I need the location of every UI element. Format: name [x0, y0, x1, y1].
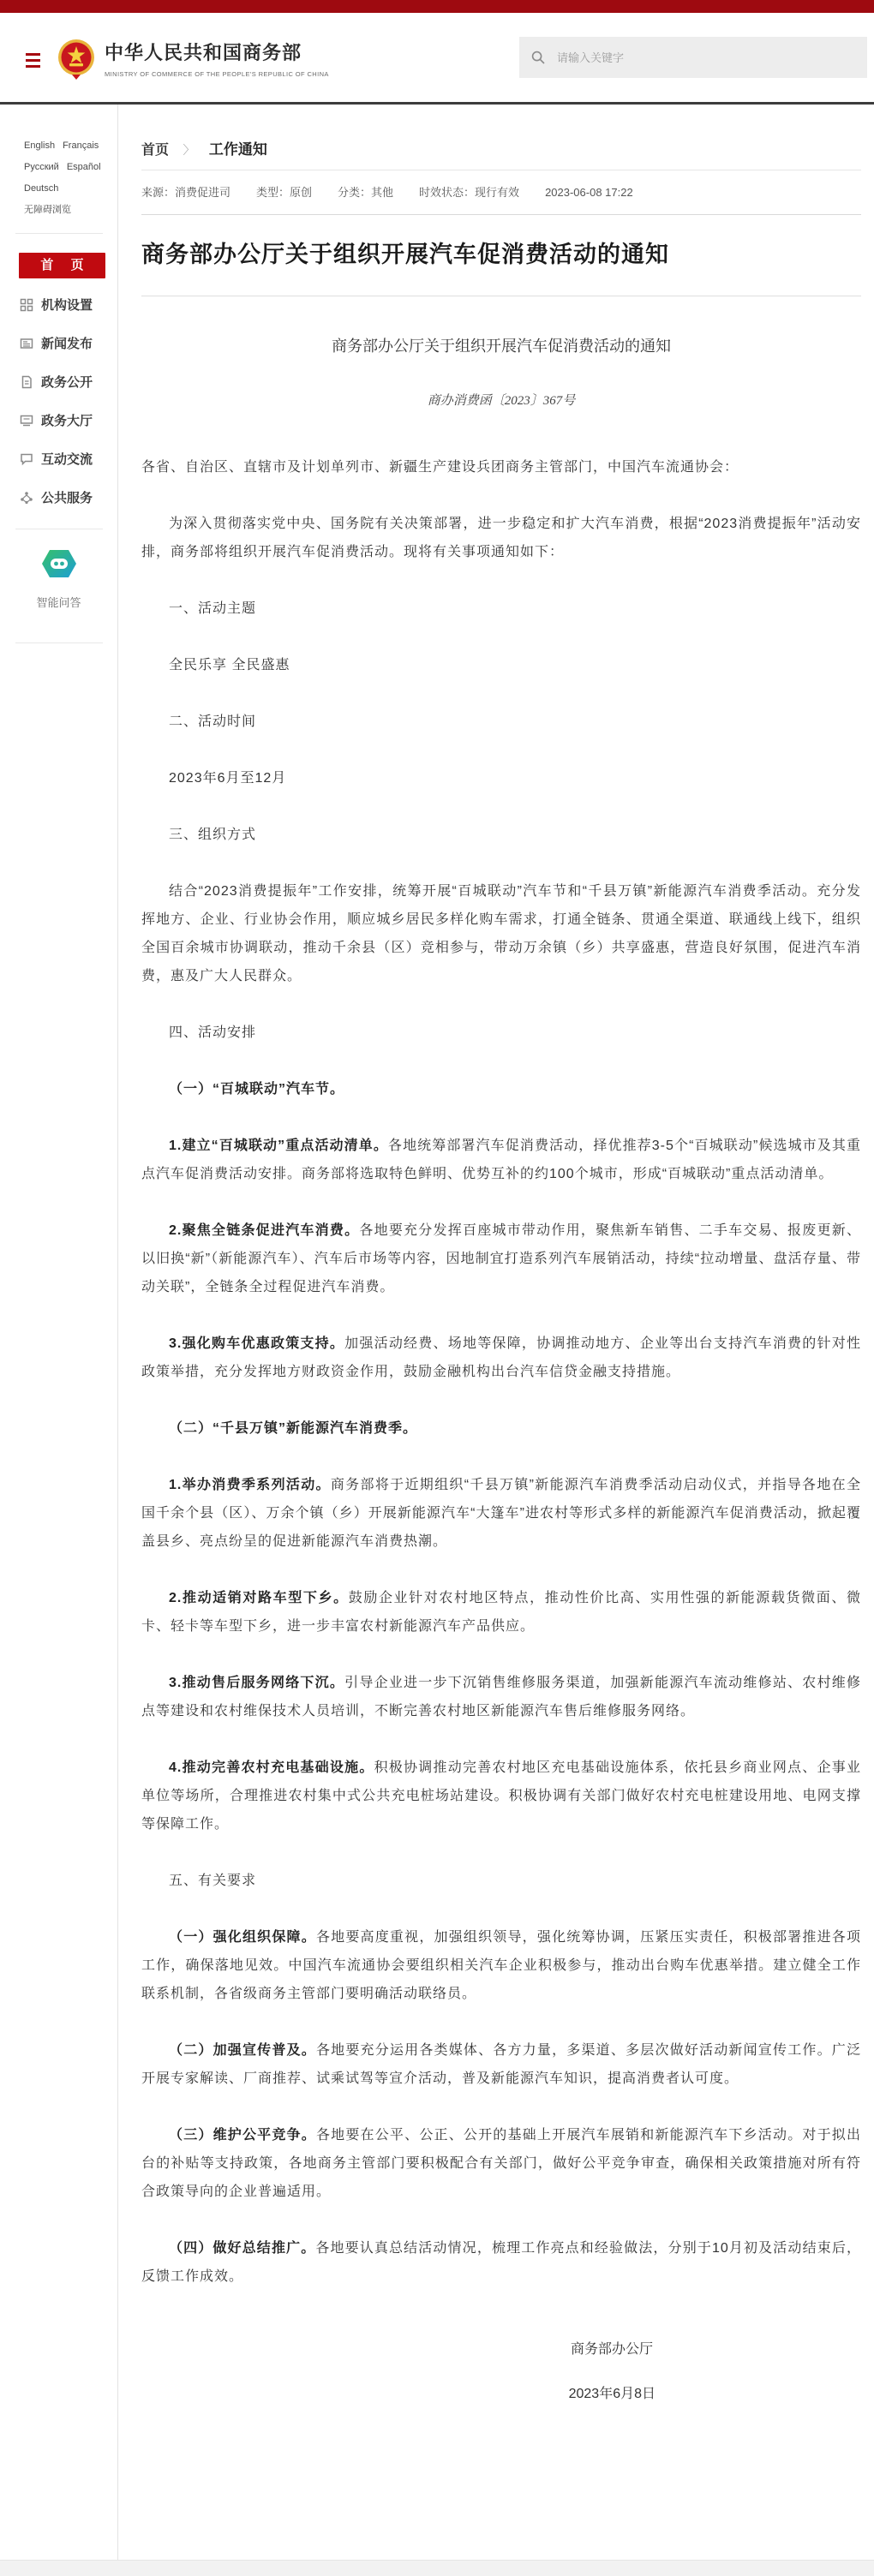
main-content	[118, 105, 874, 2560]
language-switcher	[0, 135, 117, 221]
service-hall-icon	[20, 414, 33, 427]
document-paragraph: 4.推动完善农村充电基础设施。积极协调推动完善农村地区充电基础设施体系，依托县乡商业网点、企事业单位等场所，合理推进农村集中式公共充电桩场站建设。积极协调有关部门做好农村充电桩建设用地、电网支撑等保障工作。	[141, 1760, 861, 1832]
paragraph-lead: （三）维护公平竞争。	[169, 2128, 316, 2143]
public-service-icon	[20, 491, 33, 505]
paragraph-lead: 4.推动完善农村充电基础设施。	[169, 1760, 374, 1775]
site-name-en: MINISTRY OF COMMERCE OF THE PEOPLE'S REPUBLIC OF CHINA	[105, 70, 329, 78]
sidebar-item-label: 政务大厅	[41, 414, 93, 428]
language-row	[24, 157, 117, 178]
document-paragraph: （二）加强宣传普及。各地要充分运用各类媒体、各方力量，多渠道、多层次做好活动新闻宣传工作。广泛开展专家解读、厂商推荐、试乘试驾等宣介活动，普及新能源汽车知识，提高消费者认可度。	[141, 2043, 861, 2086]
language-link[interactable]: Русский	[24, 162, 59, 172]
paragraph-lead: 3.强化购车优惠政策支持。	[169, 1336, 345, 1351]
paragraph-lead: （一）强化组织保障。	[169, 1930, 316, 1945]
sidebar-item-公共服务[interactable]	[0, 478, 117, 517]
document-paragraph: （一）强化组织保障。各地要高度重视，加强组织领导，强化统筹协调，压紧压实责任，积极部署推进各项工作，确保落地见效。中国汽车流通协会要组织相关汽车企业积极参与，推动出台购车优惠举措。建立健全工作联系机制，各省级商务主管部门要明确活动联络员。	[141, 1930, 861, 2001]
meta-item: 时效状态：现行有效	[419, 186, 520, 199]
sidebar-item-互动交流[interactable]	[0, 439, 117, 478]
document-paragraph: 二、活动时间	[169, 714, 257, 729]
language-row	[24, 178, 117, 200]
document-header	[141, 334, 861, 409]
document-paragraph: 1.建立“百城联动”重点活动清单。各地统筹部署汽车促消费活动，择优推荐3-5个“百城联动”候选城市及其重点汽车促消费活动安排。商务部将选取特色鲜明、优势互补的约100个城市，形成“百城联动”重点活动清单。	[141, 1139, 861, 1181]
document-paragraph: 五、有关要求	[169, 1874, 257, 1888]
language-link[interactable]: Deutsch	[24, 183, 59, 194]
document-paragraph: 一、活动主题	[169, 601, 257, 616]
document-number: 商办消费函〔2023〕367号	[427, 394, 576, 408]
sidebar-item-label: 政务公开	[41, 375, 93, 390]
signature: 商务部办公厅	[570, 2342, 653, 2357]
meta-item: 来源：消费促进司	[141, 186, 231, 199]
page-title: 商务部办公厅关于组织开展汽车促消费活动的通知	[141, 242, 669, 267]
national-emblem-logo	[57, 37, 96, 86]
sidebar-item-label: 机构设置	[41, 298, 93, 313]
paragraph-lead: 2.聚焦全链条促进汽车消费。	[169, 1223, 360, 1238]
hamburger-menu-icon[interactable]	[26, 47, 41, 71]
paragraph-lead: （四）做好总结推广。	[169, 2241, 316, 2256]
language-row	[24, 135, 117, 157]
breadcrumb-separator-icon: 〉	[183, 143, 195, 157]
meta-item: 2023-06-08 17:22	[545, 186, 633, 199]
sidebar-item-home[interactable]: 首 页	[19, 253, 105, 278]
org-grid-icon	[20, 298, 33, 312]
language-link[interactable]: Français	[63, 140, 99, 151]
document-paragraph: 2023年6月至12月	[169, 771, 287, 786]
smart-qa-block[interactable]	[0, 529, 117, 631]
chat-icon	[20, 452, 33, 466]
paragraph-lead: （二）加强宣传普及。	[169, 2043, 316, 2058]
document-paragraph: 2.推动适销对路车型下乡。鼓励企业针对农村地区特点，推动性价比高、实用性强的新能源载货微面、微卡、轻卡等车型下乡，进一步丰富农村新能源汽车产品供应。	[141, 1591, 861, 1634]
breadcrumb-home-link[interactable]: 首页	[141, 143, 170, 158]
breadcrumb-current-link[interactable]: 工作通知	[208, 141, 267, 158]
sidebar-item-label: 公共服务	[41, 491, 93, 505]
paragraph-lead: 1.建立“百城联动”重点活动清单。	[169, 1139, 388, 1153]
meta-item: 类型：原创	[256, 186, 313, 199]
document-paragraph: 2.聚焦全链条促进汽车消费。各地要充分发挥百座城市带动作用，聚焦新车销售、二手车交易、报废更新、以旧换“新”（新能源汽车）、汽车后市场等内容，因地制宜打造系列汽车展销活动，持续“拉动增量、盘活存量、带动关联”，全链条全过程促进汽车消费。	[141, 1223, 861, 1294]
document-icon	[20, 375, 33, 389]
document-paragraph: （四）做好总结推广。各地要认真总结活动情况，梳理工作亮点和经验做法，分别于10月初及活动结束后，反馈工作成效。	[141, 2241, 861, 2284]
search-input[interactable]	[557, 51, 855, 64]
paragraph-lead: （一）“百城联动”汽车节。	[169, 1082, 345, 1097]
top-red-bar	[0, 0, 874, 13]
sidebar-divider	[15, 233, 103, 234]
robot-qa-icon[interactable]	[39, 548, 79, 579]
meta-item: 分类：其他	[338, 186, 394, 199]
smart-qa-label[interactable]: 智能问答	[36, 596, 81, 609]
sidebar-item-新闻发布[interactable]	[0, 324, 117, 362]
breadcrumb	[141, 137, 861, 158]
document-body	[141, 453, 861, 2291]
paragraph-lead: 1.举办消费季系列活动。	[169, 1478, 331, 1492]
brand-block	[105, 39, 329, 78]
document-paragraph: 1.举办消费季系列活动。商务部将于近期组织“千县万镇”新能源汽车消费季活动启动仪式，并指导各地在全国千余个县（区）、万余个镇（乡）开展新能源汽车“大篷车”进农村等形式多样的新能源汽车促消费活动，掀起覆盖县乡、亮点纷呈的促进新能源汽车消费热潮。	[141, 1478, 861, 1549]
language-link[interactable]: English	[24, 140, 56, 151]
document-paragraph: 3.强化购车优惠政策支持。加强活动经费、场地等保障，协调推动地方、企业等出台支持汽车消费的针对性政策举措，充分发挥地方财政资金作用，鼓励金融机构出台汽车信贷金融支持措施。	[141, 1336, 861, 1379]
signature-date: 2023年6月8日	[568, 2387, 656, 2401]
sidebar-menu	[0, 285, 117, 517]
paragraph-lead: 2.推动适销对路车型下乡。	[169, 1591, 349, 1605]
document-paragraph	[141, 1414, 861, 1443]
document-paragraph: 全民乐享 全民盛惠	[169, 658, 290, 672]
footer-strip	[0, 2560, 874, 2576]
document-paragraph: 各省、自治区、直辖市及计划单列市、新疆生产建设兵团商务主管部门，中国汽车流通协会：	[141, 460, 739, 475]
paragraph-lead: （二）“千县万镇”新能源汽车消费季。	[169, 1421, 418, 1436]
document-paragraph: 为深入贯彻落实党中央、国务院有关决策部署，进一步稳定和扩大汽车消费，根据“2023消费提振年”活动安排，商务部将组织开展汽车促消费活动。现将有关事项通知如下：	[141, 517, 861, 559]
sidebar-item-政务公开[interactable]	[0, 362, 117, 401]
document-paragraph: 3.推动售后服务网络下沉。引导企业进一步下沉销售维修服务渠道，加强新能源汽车流动维修站、农村维修点等建设和农村维保技术人员培训，不断完善农村地区新能源汽车售后维修服务网络。	[141, 1676, 861, 1718]
article-meta	[141, 170, 861, 214]
document-paragraph: （三）维护公平竞争。各地要在公平、公正、公开的基础上开展汽车展销和新能源汽车下乡活动。对于拟出台的补贴等支持政策，各地商务主管部门要积极配合有关部门，做好公平竞争审查，确保相关政策措施对所有符合政策导向的企业普遍适用。	[141, 2128, 861, 2199]
language-link[interactable]: Español	[66, 162, 101, 172]
sidebar-item-机构设置[interactable]	[0, 285, 117, 324]
search-icon[interactable]	[531, 51, 545, 64]
sidebar	[0, 105, 118, 2560]
site-header	[0, 13, 874, 105]
language-link[interactable]: 无障碍浏览	[24, 205, 71, 215]
search-box[interactable]	[519, 37, 867, 78]
document-paragraph: 四、活动安排	[169, 1025, 257, 1040]
language-row	[24, 200, 117, 221]
sidebar-item-label: 新闻发布	[41, 337, 93, 351]
sidebar-item-label: 互动交流	[41, 452, 93, 467]
news-icon	[20, 337, 33, 350]
document-paragraph: 三、组织方式	[169, 828, 257, 842]
sidebar-item-政务大厅[interactable]	[0, 401, 117, 439]
body-wrap	[0, 105, 874, 2560]
divider	[141, 214, 861, 215]
document-title: 商务部办公厅关于组织开展汽车促消费活动的通知	[332, 338, 671, 355]
document-paragraph: 结合“2023消费提振年”工作安排，统筹开展“百城联动”汽车节和“千县万镇”新能源汽车消费季活动。充分发挥地方、企业、行业协会作用，顺应城乡居民多样化购车需求，打通全链条、贯通全渠道、联通线上线下，组织全国百余城市协调联动，推动千余县（区）竞相参与，带动万余镇（乡）共享盛惠，营造良好氛围，促进汽车消费，惠及广大人民群众。	[141, 884, 861, 983]
document-paragraph	[141, 1075, 861, 1103]
site-name: 中华人民共和国商务部	[105, 42, 302, 63]
paragraph-lead: 3.推动售后服务网络下沉。	[169, 1676, 345, 1690]
